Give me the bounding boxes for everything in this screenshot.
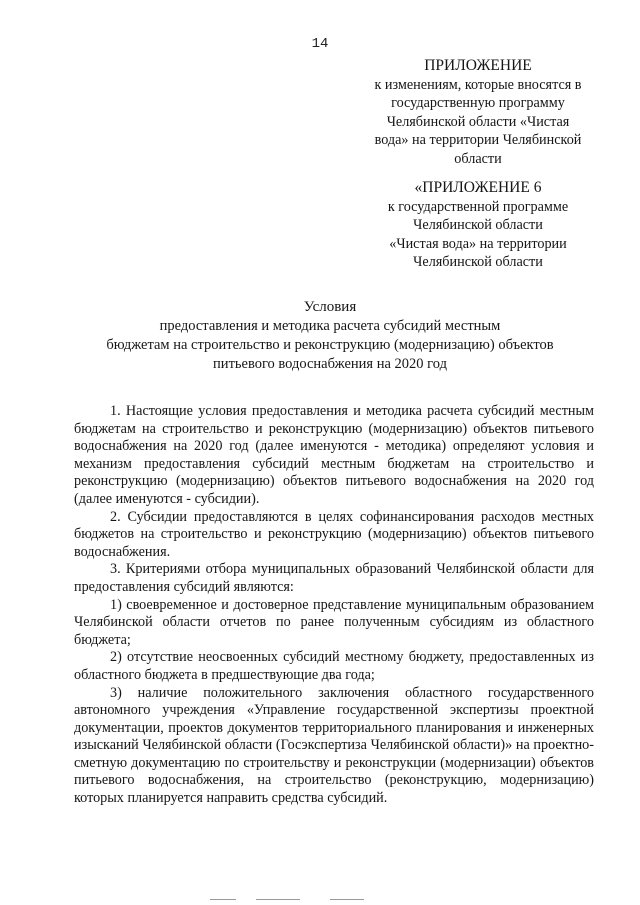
appendix-amendment-line: к изменениям, которые вносятся в <box>374 77 582 93</box>
appendix-program-line: Челябинской области <box>413 217 543 234</box>
appendix-amendment-line: вода» на территории Челябинской <box>374 132 582 149</box>
appendix-program-line: Челябинской области <box>413 254 543 271</box>
paragraph-2: 2. Субсидии предоставляются в целях софинансирования расходов местных бюджетов на строительство и реконструкцию (модернизацию) объектов питьевого водоснабжения. <box>74 508 594 560</box>
document-body <box>74 403 594 808</box>
appendix-program-heading: «ПРИЛОЖЕНИЕ 6 <box>414 179 542 196</box>
criterion-2: 2) отсутствие неосвоенных субсидий местному бюджету, предоставленных из областного бюджета в предшествующие два года; <box>74 649 594 683</box>
document-title-word: Условия <box>303 299 357 315</box>
document-title <box>60 298 600 374</box>
appendix-amendment-line: Челябинской области «Чистая <box>386 113 570 130</box>
appendix-program-line: «Чистая вода» на территории <box>389 235 567 252</box>
page-number: 14 <box>311 36 329 52</box>
appendix-program-block <box>356 178 600 272</box>
appendix-amendment-line: области <box>454 150 502 167</box>
scan-artifact-marks <box>0 897 640 903</box>
criterion-1: 1) своевременное и достоверное представление муниципальным образованием Челябинской области отчетов по ранее полученным субсидиям из областного бюджета; <box>74 596 594 648</box>
document-title-line: предоставления и методика расчета субсидий местным <box>159 318 501 334</box>
document-title-line: бюджетам на строительство и реконструкцию (модернизацию) объектов <box>106 337 554 353</box>
appendix-program-line: к государственной программе <box>387 199 569 215</box>
document-title-line: питьевого водоснабжения на 2020 год <box>213 356 447 372</box>
criterion-3: 3) наличие положительного заключения областного государственного автономного учреждения «Управление государственной экспертизы проектной документации, проектов документов территориального планирования и инженерных изысканий Челябинской области (Госэкспертиза Челябинской области)» на проектно-сметную документацию по строительству и реконструкции (модернизации) объектов питьевого водоснабжения, на строительство (реконструкцию, модернизацию) которых планируется направить средства субсидий. <box>74 684 594 807</box>
appendix-amendment-block <box>356 56 600 168</box>
appendix-amendment-heading: ПРИЛОЖЕНИЕ <box>424 57 532 74</box>
paragraph-1: 1. Настоящие условия предоставления и методика расчета субсидий местным бюджетам на строительство и реконструкцию (модернизацию) объектов питьевого водоснабжения на 2020 год (далее именуются - методика) определяют условия и механизм предоставления субсидий местным бюджетам на строительство и реконструкцию (модернизацию) объектов питьевого водоснабжения на 2020 год (далее именуются - субсидии). <box>74 403 594 507</box>
appendix-amendment-line: государственную программу <box>391 95 565 112</box>
paragraph-3: 3. Критериями отбора муниципальных образований Челябинской области для предоставления субсидий являются: <box>74 561 594 595</box>
